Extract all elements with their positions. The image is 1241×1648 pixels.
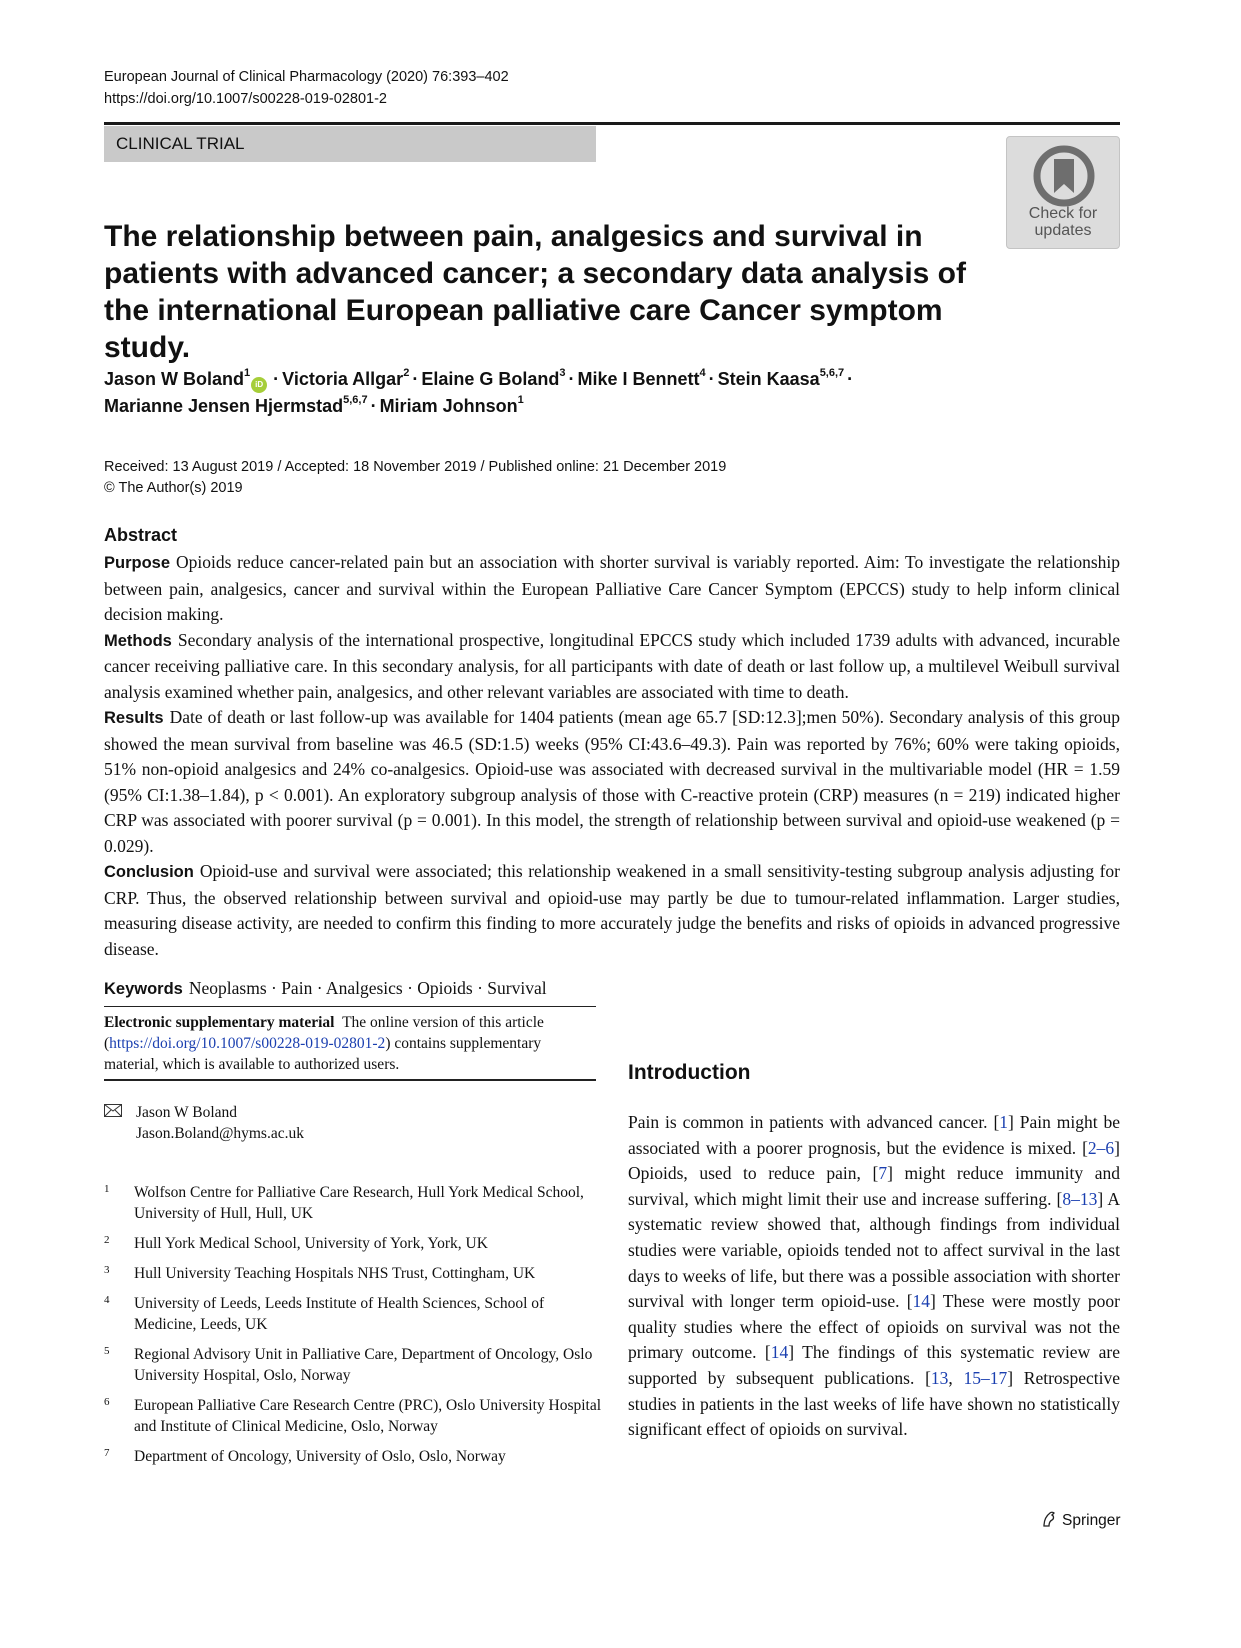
author-name: Marianne Jensen Hjermstad [104, 396, 344, 416]
journal-doi[interactable]: https://doi.org/10.1007/s00228-019-02801-2 [104, 91, 387, 107]
citation-link[interactable]: 15–17 [963, 1367, 1008, 1388]
affiliation-number: 4 [104, 1294, 110, 1306]
introduction-heading: Introduction [628, 1061, 751, 1084]
abstract-methods [104, 628, 1120, 706]
methods-text: Secondary analysis of the international prospective, longitudinal EPCCS study which included 1739 adults with advanced, incurable cancer receiving palliative care. In this secondary analysis, for all participants with date of death or last follow up, a multilevel Weibull survival analysis examined whether pain, analgesics, and other relevant variables are associated with time to death. [104, 629, 1120, 702]
intro-text-segment: , [948, 1367, 964, 1388]
corresponding-author [104, 1102, 596, 1144]
check-updates-line2: updates [1034, 222, 1092, 239]
methods-label: Methods [104, 631, 172, 650]
citation-link[interactable]: 1 [999, 1112, 1009, 1132]
author[interactable] [380, 396, 524, 416]
bookmark-circle-icon [1033, 145, 1095, 207]
author[interactable] [577, 369, 705, 389]
affiliation-number: 1 [104, 1183, 110, 1195]
author-affil-sup: 1 [517, 394, 524, 406]
author-separator: · [847, 369, 854, 389]
intro-text-segment: ] The findings of this systematic review are supported by subsequent publications. [ [628, 1342, 1120, 1388]
affiliation-text: Wolfson Centre for Palliative Care Research, Hull York Medical School, University of Hull, Hull, UK [134, 1184, 584, 1222]
author-separator: · [412, 369, 419, 389]
author[interactable] [282, 369, 409, 389]
author-separator: · [568, 369, 575, 389]
dates-line: Received: 13 August 2019 / Accepted: 18 November 2019 / Published online: 21 December 2019 [104, 459, 727, 475]
journal-citation: European Journal of Clinical Pharmacology (2020) 76:393–402 [104, 69, 509, 85]
abstract-conclusion [104, 859, 1120, 962]
keywords-label: Keywords [104, 980, 183, 998]
purpose-text: Opioids reduce cancer-related pain but an association with shorter survival is variably reported. Aim: To investigate the relationship between pain, analgesics, cancer and survival within the European Palliative Care Cancer Symptom (EPCCS) study to help inform clinical decision making. [104, 552, 1120, 624]
copyright-line [104, 478, 726, 499]
author-separator: · [370, 396, 377, 416]
author-affil-sup: 5,6,7 [343, 394, 368, 406]
header-rule [104, 122, 1120, 125]
intro-text-segment: Pain is common in patients with advanced cancer. [628, 1112, 994, 1132]
affiliation-number: 2 [104, 1234, 110, 1246]
author-name: Jason W Boland [104, 369, 245, 389]
envelope-icon [104, 1104, 122, 1117]
intro-text-segment: ] Retrospective studies in patients in the last weeks of life have shown no statistically significant effect of opioids on survival. [628, 1367, 1121, 1440]
affiliation [104, 1263, 604, 1284]
purpose-label: Purpose [104, 554, 171, 572]
check-updates-line1: Check for [1028, 205, 1098, 222]
affiliation [104, 1395, 604, 1437]
author-affil-sup: 2 [403, 367, 410, 379]
affiliation [104, 1233, 604, 1254]
citation-link[interactable]: 14 [770, 1342, 789, 1363]
introduction-body [628, 1110, 1120, 1443]
author-name: Stein Kaasa [717, 369, 820, 389]
publication-dates [104, 457, 726, 499]
author-affil-sup: 5,6,7 [819, 367, 845, 379]
publisher-logo[interactable] [1040, 1510, 1121, 1531]
abstract-purpose [104, 550, 1120, 628]
intro-text-segment: ] Opioids, used to reduce pain, [ [628, 1137, 1120, 1184]
results-label: Results [104, 709, 164, 727]
citation-link[interactable]: 14 [912, 1291, 931, 1312]
author-name: Elaine G Boland [421, 369, 560, 389]
copyright-text: The Author(s) 2019 [118, 480, 243, 496]
abstract-results [104, 705, 1120, 859]
conclusion-text: Opioid-use and survival were associated; this relationship weakened in a small sensitivity-testing subgroup analysis adjusting for CRP. Thus, the observed relationship between survival and opioid-use may partly be due to tumour-related inflammation. Larger studies, measuring disease activity, are needed to confirm this finding to more accurately judge the benefits and risks of opioids in advanced progressive disease. [104, 861, 1120, 959]
abstract-heading: Abstract [104, 525, 178, 545]
citation-link[interactable]: 13 [930, 1367, 949, 1388]
conclusion-label: Conclusion [104, 863, 194, 881]
affiliation-text: Department of Oncology, University of Oslo, Oslo, Norway [134, 1448, 506, 1465]
affiliation-text: European Palliative Care Research Centre (PRC), Oslo University Hospital and Institute of Clinical Medicine, Oslo, Norway [134, 1397, 602, 1435]
intro-text-segment: ] These were mostly poor quality studies where the effect of opioids on survival was not the primary outcome. [ [628, 1291, 1120, 1363]
author-name: Victoria Allgar [282, 369, 404, 389]
affiliation-text: Regional Advisory Unit in Palliative Care, Department of Oncology, Oslo University Hospital, Oslo, Norway [134, 1346, 593, 1384]
author-name: Mike I Bennett [577, 369, 700, 389]
esm-link[interactable]: https://doi.org/10.1007/s00228-019-02801-2 [109, 1035, 386, 1052]
affiliation-number: 6 [104, 1396, 110, 1408]
affiliations [104, 1182, 604, 1476]
author-affil-sup: 4 [699, 367, 706, 379]
affiliation-text: University of Leeds, Leeds Institute of Health Sciences, School of Medicine, Leeds, UK [134, 1295, 545, 1333]
affiliation-number: 5 [104, 1345, 110, 1357]
intro-text-segment: ] might reduce immunity and survival, which might limit their use and increase suffering. [ [628, 1163, 1120, 1209]
intro-text-segment: ] Pain might be associated with a poorer prognosis, but the evidence is mixed. [ [628, 1112, 1121, 1158]
check-updates-label [1007, 205, 1119, 239]
author-affil-sup: 1 [244, 367, 251, 379]
esm-text-after: ) contains supplementary material, which is available to authorized users. [104, 1035, 542, 1073]
author-affil-sup: 3 [559, 367, 566, 379]
affiliation [104, 1293, 604, 1335]
affiliation-text: Hull York Medical School, University of York, York, UK [134, 1235, 488, 1252]
esm-rule [104, 1079, 596, 1081]
abstract [104, 524, 1120, 962]
corresponding-email[interactable]: Jason.Boland@hyms.ac.uk [136, 1125, 304, 1142]
publisher-name: Springer [1062, 1512, 1121, 1529]
affiliation [104, 1182, 604, 1224]
esm-label: Electronic supplementary material [104, 1014, 335, 1031]
author-separator: · [708, 369, 715, 389]
intro-text-segment: ] A systematic review showed that, although findings from individual studies were variable, opioids tended not to affect survival in the last days to weeks of life, but there was a possible association with shorter survival with longer term opioid-use. [ [628, 1188, 1120, 1312]
citation-link[interactable]: 7 [878, 1163, 888, 1184]
citation-link[interactable]: 8–13 [1062, 1188, 1098, 1209]
esm-text-before: The online version of this article ( [104, 1014, 544, 1052]
keywords-rule [104, 1006, 596, 1007]
section-label: CLINICAL TRIAL [104, 126, 596, 162]
affiliation [104, 1344, 604, 1386]
copyright-icon: © [104, 480, 115, 496]
author[interactable] [104, 369, 250, 389]
article-title: The relationship between pain, analgesics and survival in patients with advanced cancer; a secondary data analysis of the international European palliative care Cancer symptom study. [104, 220, 966, 364]
affiliation-number: 3 [104, 1264, 110, 1276]
affiliation-number: 7 [104, 1447, 110, 1459]
citation-link[interactable]: 2–6 [1087, 1137, 1115, 1158]
journal-header [104, 66, 509, 110]
results-text: Date of death or last follow-up was available for 1404 patients (mean age 65.7 [SD:12.3];men 50%). Secondary analysis of this group showed the mean survival from baseline was 46.5 (SD:1.5) weeks (95% CI:43.6–49.3). Pain was reported by 76%; 60% were taking opioids, 51% non-opioid analgesics and 24% co-analgesics. Opioid-use was associated with decreased survival in the multivariable model (HR = 1.59 (95% CI:1.38–1.84), p < 0.001). An exploratory subgroup analysis of those with C-reactive protein (CRP) measures (n = 219) indicated higher CRP was associated with poorer survival (p = 0.001). In this model, the strength of relationship between survival and opioid-use weakened (p = 0.029). [104, 707, 1120, 856]
intro-text-segment: [ [993, 1112, 1000, 1132]
author[interactable] [421, 369, 565, 389]
author-list [104, 366, 1004, 419]
affiliation-text: Hull University Teaching Hospitals NHS Trust, Cottingham, UK [134, 1265, 536, 1282]
springer-horse-icon [1040, 1510, 1058, 1528]
check-for-updates-badge[interactable] [1006, 136, 1120, 249]
author-separator: · [273, 369, 280, 389]
keywords-text: Neoplasms · Pain · Analgesics · Opioids · Survival [188, 978, 547, 998]
keywords [104, 976, 596, 1001]
author[interactable] [104, 396, 368, 416]
supplementary-material-note [104, 1012, 596, 1075]
author-name: Miriam Johnson [379, 396, 518, 416]
author[interactable] [718, 369, 845, 389]
orcid-icon[interactable]: iD [251, 377, 267, 393]
affiliation [104, 1446, 604, 1467]
corresponding-name: Jason W Boland [136, 1104, 238, 1121]
